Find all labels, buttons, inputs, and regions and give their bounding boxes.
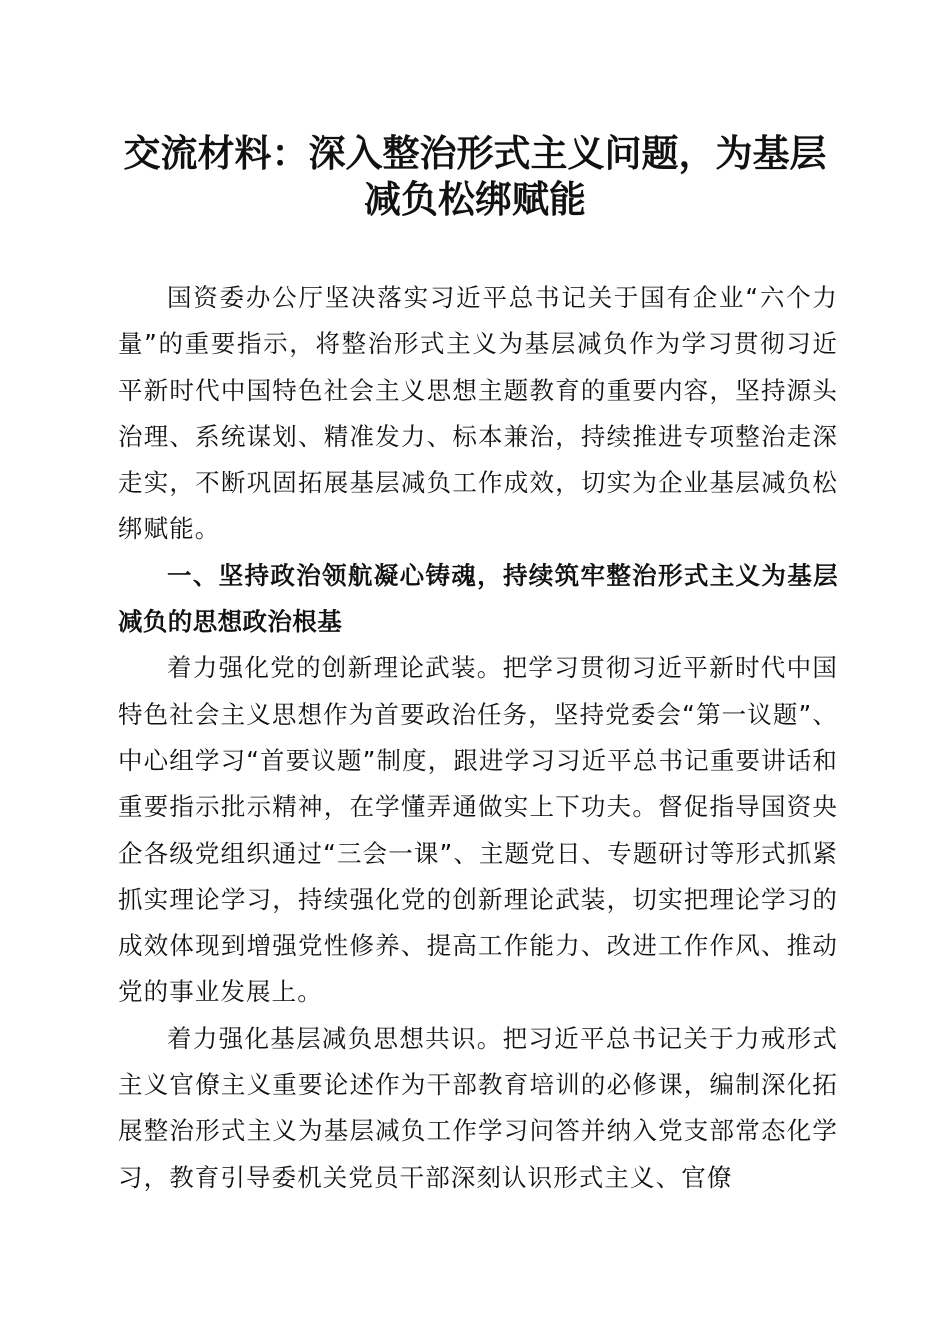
document-title: 交流材料：深入整治形式主义问题，为基层减负松绑赋能 bbox=[123, 131, 827, 221]
intro-paragraph: 国资委办公厅坚决落实习近平总书记关于国有企业“六个力量”的重要指示，将整治形式主义为基层减负作为学习贯彻习近平新时代中国特色社会主义思想主题教育的重要内容，坚持源头治理、系统谋划、精准发力、标本兼治，持续推进专项整治走深走实，不断巩固拓展基层减负工作成效，切实为企业基层减负松绑赋能。 bbox=[118, 283, 838, 544]
document-body bbox=[118, 275, 838, 1201]
section-heading-1: 一、坚持政治领航凝心铸魂，持续筑牢整治形式主义为基层减负的思想政治根基 bbox=[118, 560, 838, 637]
body-paragraph-1: 着力强化党的创新理论武装。把学习贯彻习近平新时代中国特色社会主义思想作为首要政治任务，坚持党委会“第一议题”、中心组学习“首要议题”制度，跟进学习习近平总书记重要讲话和重要指示批示精神，在学懂弄通做实上下功夫。督促指导国资央企各级党组织通过“三会一课”、主题党日、专题研讨等形式抓紧抓实理论学习，持续强化党的创新理论武装，切实把理论学习的成效体现到增强党性修养、提高工作能力、改进工作作风、推动党的事业发展上。 bbox=[118, 653, 838, 1007]
body-paragraph-2: 着力强化基层减负思想共识。把习近平总书记关于力戒形式主义官僚主义重要论述作为干部教育培训的必修课，编制深化拓展整治形式主义为基层减负工作学习问答并纳入党支部常态化学习，教育引导委机关党员干部深刻认识形式主义、官僚 bbox=[118, 1023, 838, 1192]
